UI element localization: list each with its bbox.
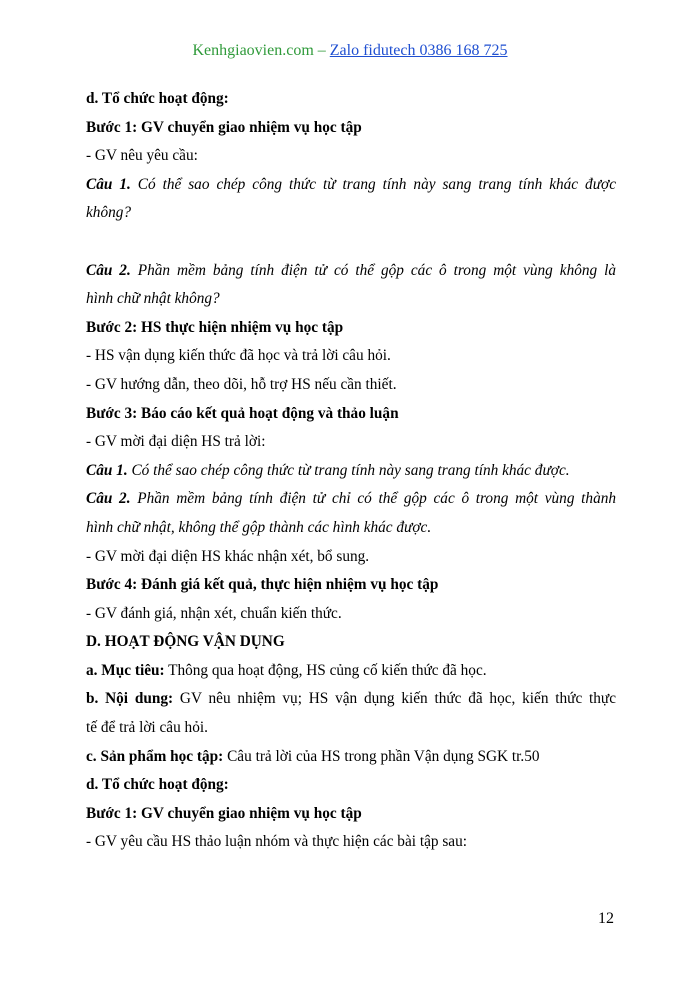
body-text: - GV hướng dẫn, theo dõi, hỗ trợ HS nếu cần thiết. (86, 375, 397, 393)
spacer (86, 228, 616, 257)
step-heading: Bước 2: HS thực hiện nhiệm vụ học tập (86, 318, 344, 336)
body-text: - GV đánh giá, nhận xét, chuẩn kiến thức. (86, 604, 342, 622)
section-heading: d. Tổ chức hoạt động: (86, 90, 229, 107)
question-2: Câu 2. Phần mềm bảng tính điện tử có thể gộp các ô trong một vùng không là (86, 261, 617, 279)
body-text: - GV mời đại diện HS khác nhận xét, bổ sung. (86, 547, 370, 565)
content-item: b. Nội dung: GV nêu nhiệm vụ; HS vận dụng kiến thức đã học, kiến thức thực (86, 690, 616, 708)
answer-2: Câu 2. Phần mềm bảng tính điện tử chỉ có thể gộp các ô trong một vùng thành (86, 490, 617, 508)
page-header (0, 41, 700, 61)
document-body (86, 85, 616, 857)
body-text: - GV yêu cầu HS thảo luận nhóm và thực hiện các bài tập sau: (86, 833, 467, 851)
header-zalo-link[interactable]: Zalo fidutech 0386 168 725 (329, 42, 508, 59)
answer-2-cont: hình chữ nhật, không thể gộp thành các hình khác được. (86, 518, 432, 536)
step-heading: Bước 1: GV chuyển giao nhiệm vụ học tập (86, 804, 362, 822)
header-separator: – (313, 42, 330, 59)
question-1-cont: không? (86, 204, 132, 222)
body-text: - GV mời đại diện HS trả lời: (86, 433, 266, 451)
product-item: c. Sản phẩm học tập: Câu trả lời của HS trong phần Vận dụng SGK tr.50 (86, 747, 540, 765)
step-heading: Bước 1: GV chuyển giao nhiệm vụ học tập (86, 118, 362, 136)
body-text: - GV nêu yêu cầu: (86, 147, 198, 165)
question-1: Câu 1. Có thể sao chép công thức từ trang tính này sang trang tính khác được (86, 175, 616, 193)
content-item-cont: tế để trả lời câu hỏi. (86, 719, 208, 737)
header-site: Kenhgiaovien.com (192, 42, 314, 59)
section-title: D. HOẠT ĐỘNG VẬN DỤNG (86, 633, 285, 651)
page-number: 12 (598, 910, 614, 927)
objective: a. Mục tiêu: Thông qua hoạt động, HS củng cố kiến thức đã học. (86, 661, 487, 679)
section-heading: d. Tổ chức hoạt động: (86, 776, 229, 794)
step-heading: Bước 3: Báo cáo kết quả hoạt động và thảo luận (86, 404, 399, 422)
body-text: - HS vận dụng kiến thức đã học và trả lời câu hỏi. (86, 347, 391, 365)
answer-1: Câu 1. Có thể sao chép công thức từ trang tính này sang trang tính khác được. (86, 461, 570, 479)
question-2-cont: hình chữ nhật không? (86, 290, 220, 308)
step-heading: Bước 4: Đánh giá kết quả, thực hiện nhiệm vụ học tập (86, 576, 439, 594)
